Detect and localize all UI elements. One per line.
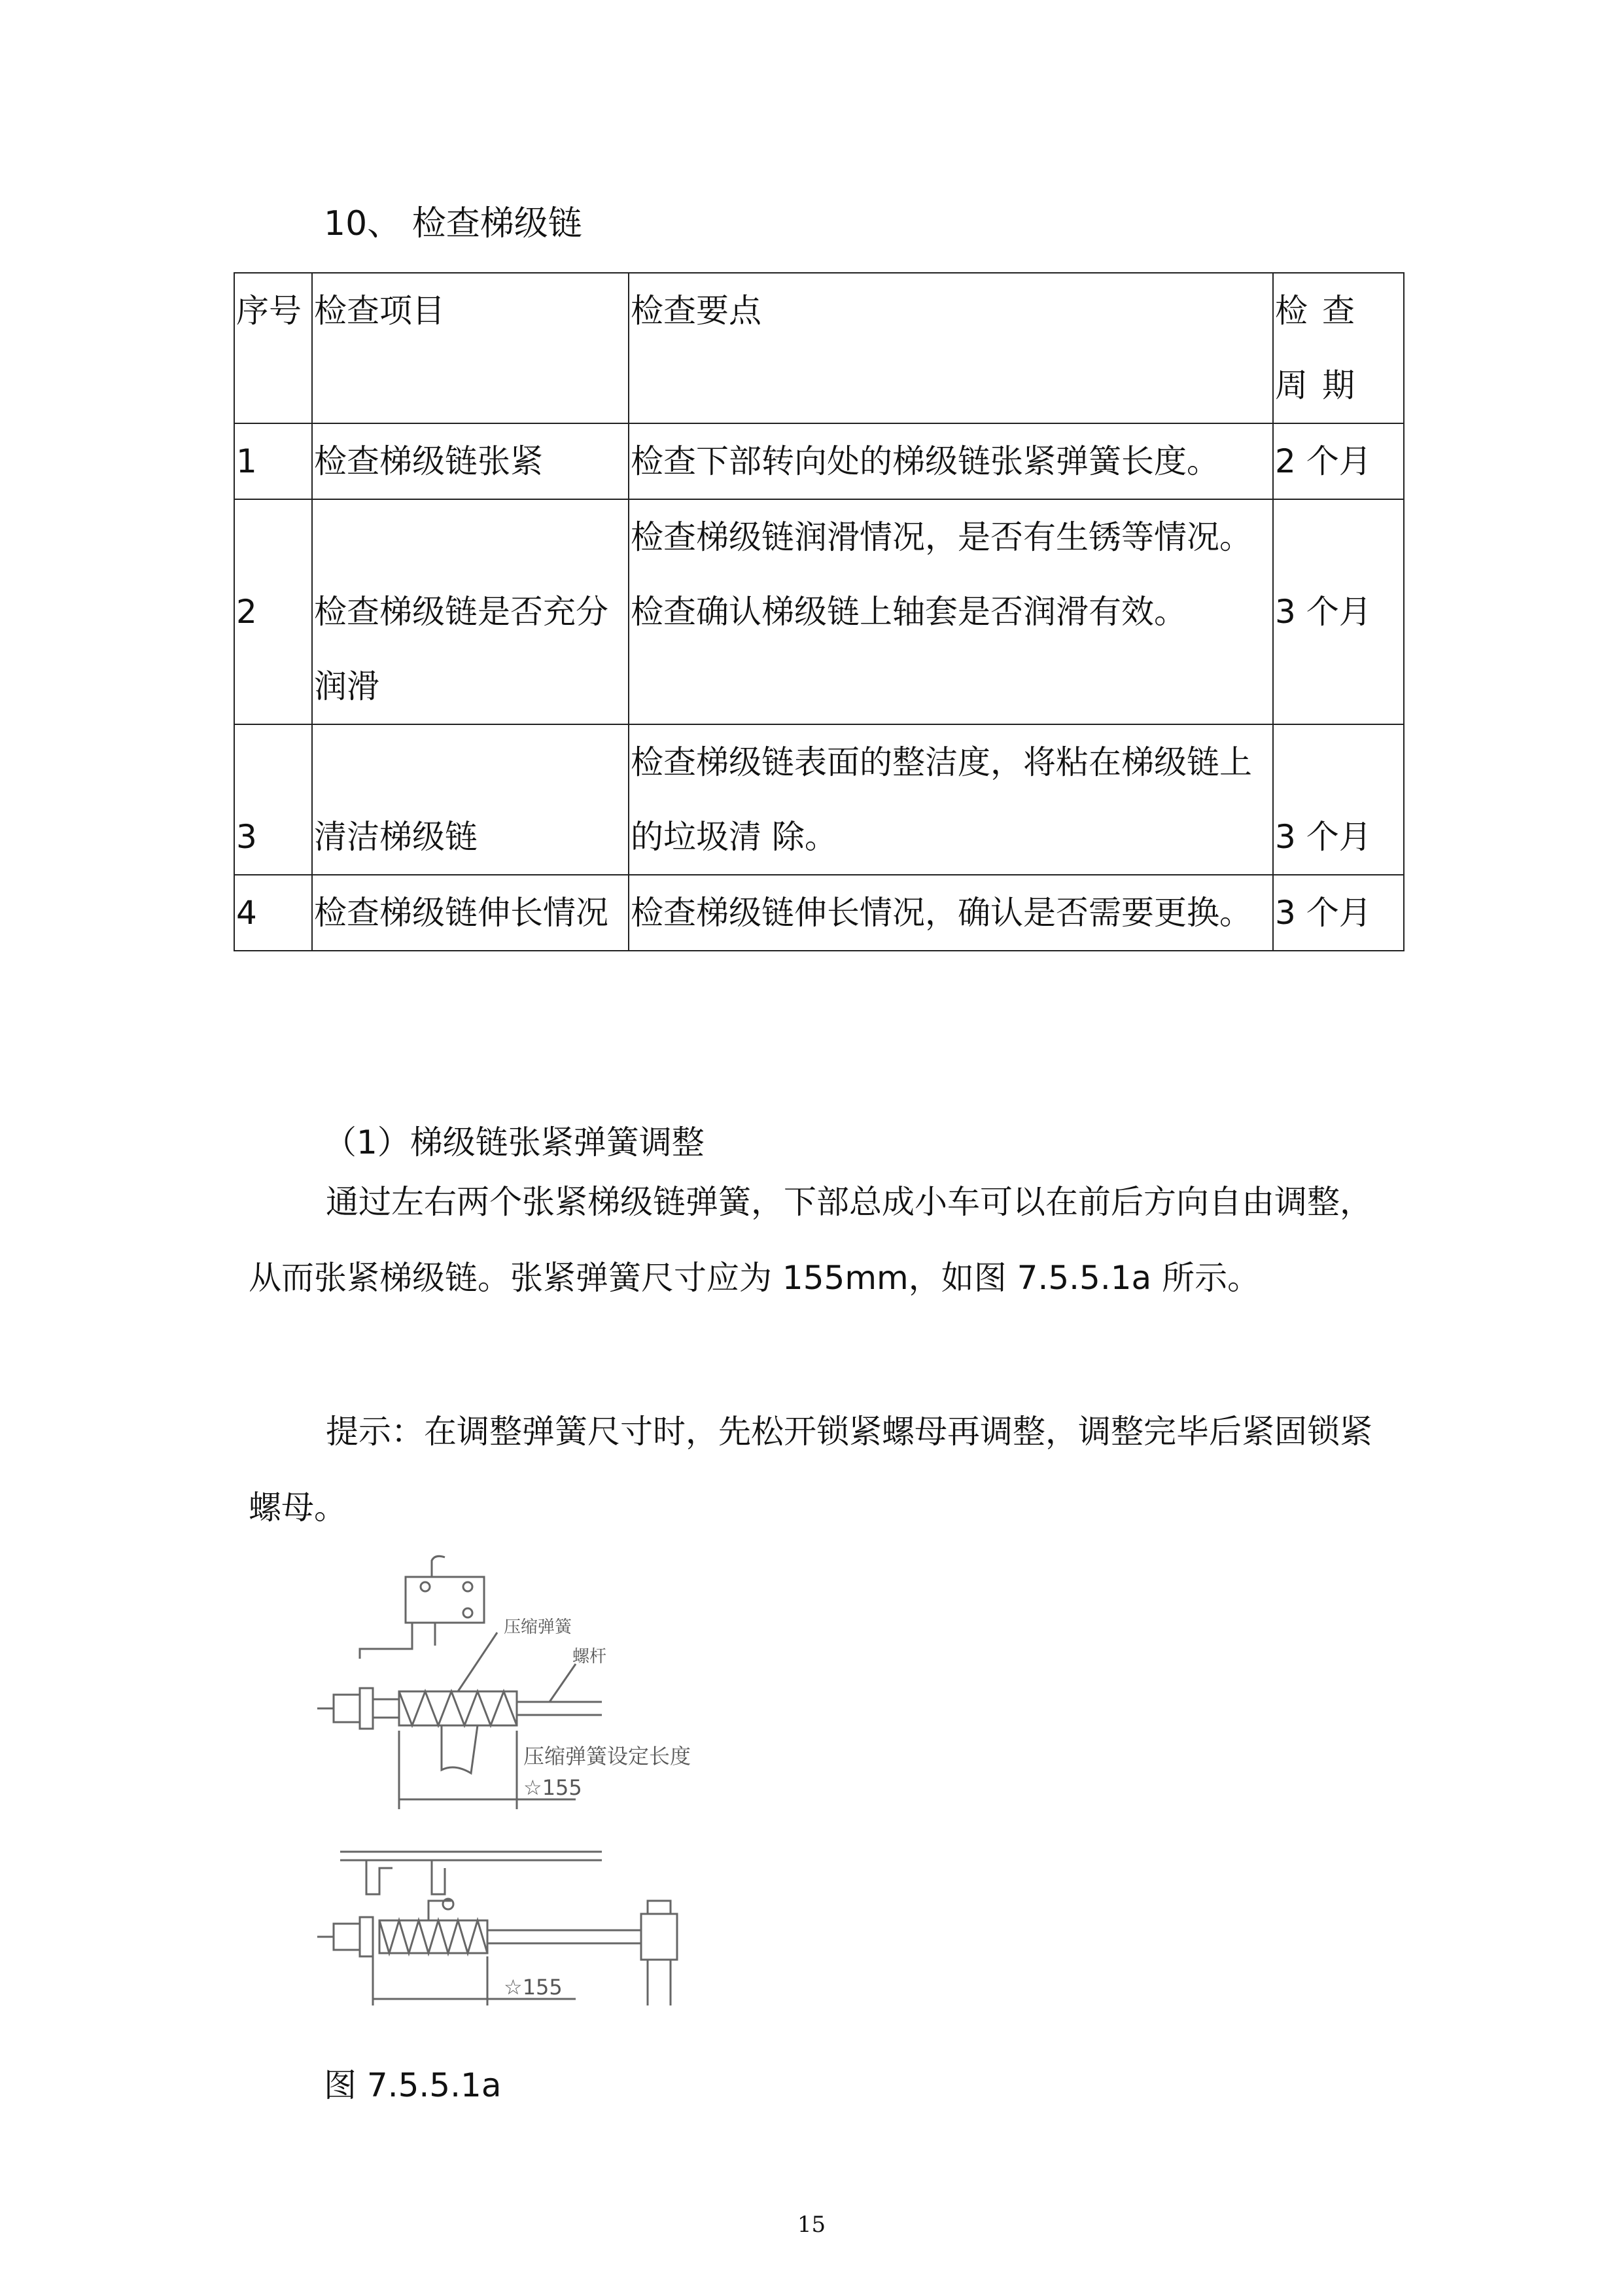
- row-period: 2 个月: [1273, 423, 1404, 499]
- compression-spring: [379, 1920, 487, 1953]
- header-point: 检查要点: [629, 273, 1273, 423]
- row-point: 检查梯级链表面的整洁度，将粘在梯级链上的垃圾清 除。: [629, 724, 1273, 875]
- table-header-row: [234, 273, 1404, 423]
- chain-post: [648, 1960, 671, 2005]
- frame-bracket: [366, 1860, 393, 1894]
- bolt-hole: [421, 1582, 430, 1591]
- label-screw: 螺杆: [572, 1647, 607, 1667]
- nut: [360, 1688, 373, 1729]
- row-item: 清洁梯级链: [312, 724, 629, 875]
- paragraph-spring-adjust: 通过左右两个张紧梯级链弹簧，下部总成小车可以在前后方向自由调整，从而张紧梯级链。张紧弹簧尺寸应为 155mm，如图 7.5.5.1a 所示。: [249, 1183, 1372, 1297]
- figure-caption: 图 7.5.5.1a: [324, 2066, 502, 2104]
- table-row: [234, 423, 1404, 499]
- bracket-arm: [360, 1623, 412, 1659]
- bolt-hole: [463, 1608, 472, 1617]
- chain-block-top: [648, 1901, 671, 1914]
- row-no: 4: [234, 875, 312, 951]
- row-point: 检查下部转向处的梯级链张紧弹簧长度。: [629, 423, 1273, 499]
- paragraph-tip: 提示：在调整弹簧尺寸时，先松开锁紧螺母再调整，调整完毕后紧固锁紧螺母。: [249, 1413, 1372, 1527]
- table-row: [234, 499, 1404, 724]
- cutaway: [442, 1725, 478, 1773]
- label-setting-length: 压缩弹簧设定长度: [523, 1744, 691, 1769]
- nut: [360, 1917, 373, 1956]
- chain-block: [641, 1914, 677, 1960]
- row-item: 检查梯级链是否充分润滑: [312, 499, 629, 724]
- lock-nut: [334, 1695, 360, 1722]
- row-period: 3 个月: [1273, 724, 1404, 875]
- row-no: 3: [234, 724, 312, 875]
- collar: [373, 1699, 399, 1718]
- table-row: [234, 724, 1404, 875]
- section-heading: 10、 检查梯级链: [324, 204, 582, 243]
- row-item: 检查梯级链张紧: [312, 423, 629, 499]
- page-number: 15: [797, 2212, 826, 2238]
- row-no: 2: [234, 499, 312, 724]
- table-row: [234, 875, 1404, 951]
- row-period: 3 个月: [1273, 875, 1404, 951]
- frame-bracket: [432, 1860, 445, 1894]
- inspection-table: [234, 272, 1405, 951]
- compression-spring: [399, 1691, 517, 1725]
- label-spring: 压缩弹簧: [504, 1617, 572, 1637]
- dim-label-bottom: ☆155: [504, 1975, 563, 2000]
- spring-adjust-figure: [314, 1547, 733, 2025]
- row-point: 检查梯级链伸长情况，确认是否需要更换。: [629, 875, 1273, 951]
- row-point: 检查梯级链润滑情况，是否有生锈等情况。 检查确认梯级链上轴套是否润滑有效。: [629, 499, 1273, 724]
- subheading: （1）梯级链张紧弹簧调整: [324, 1123, 705, 1161]
- cable-line: [432, 1556, 445, 1577]
- dim-label-top: ☆155: [523, 1775, 582, 1800]
- header-period: 检查周期: [1273, 273, 1404, 423]
- header-no: 序号: [234, 273, 312, 423]
- leader-line: [550, 1664, 576, 1702]
- row-no: 1: [234, 423, 312, 499]
- header-item: 检查项目: [312, 273, 629, 423]
- leader-line: [458, 1633, 497, 1691]
- spring-bracket: [428, 1901, 451, 1920]
- row-item: 检查梯级链伸长情况: [312, 875, 629, 951]
- bolt-hole: [463, 1582, 472, 1591]
- lock-nut: [334, 1924, 360, 1950]
- row-period: 3 个月: [1273, 499, 1404, 724]
